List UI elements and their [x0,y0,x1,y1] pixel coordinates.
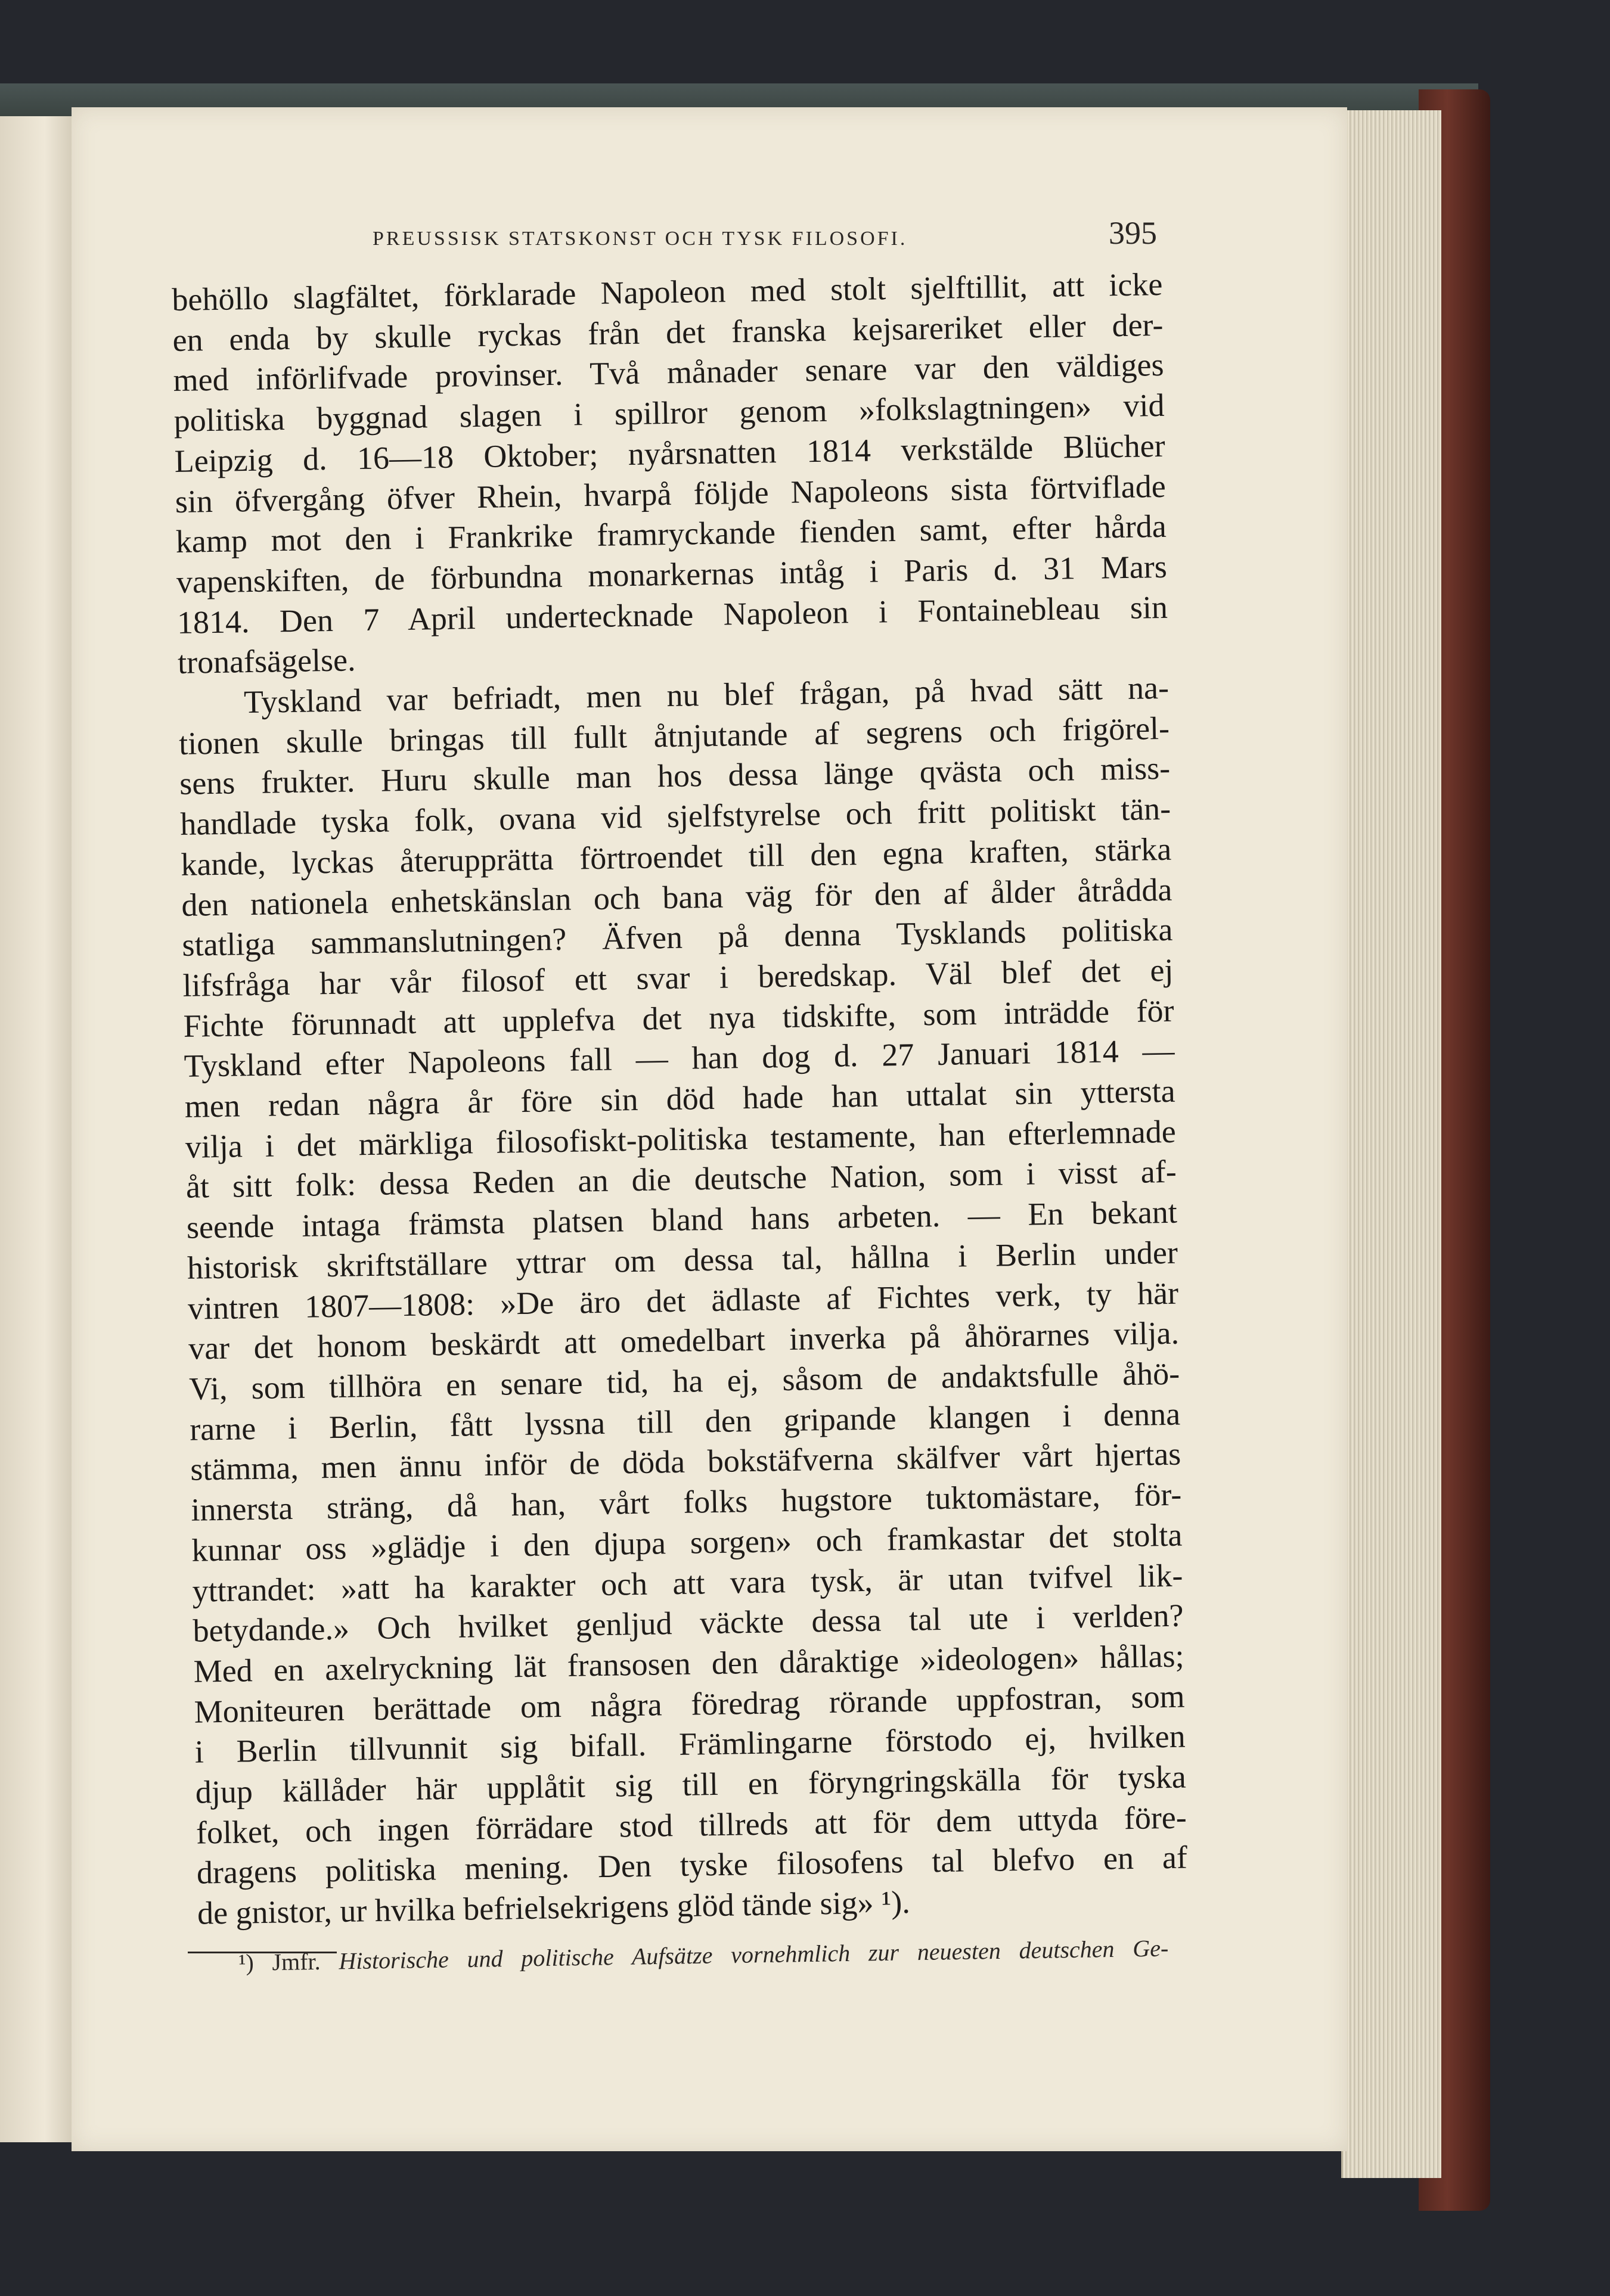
text-line: stämma, men ännu inför de döda bokstäfverna skälfver vårt hjertas [190,1436,1181,1488]
previous-page-edge [0,116,77,2142]
running-title: PREUSSISK STATSKONST OCH TYSK FILOSOFI. [373,228,908,250]
page-edges-stack [1341,110,1441,2178]
text-line: var det honom beskärdt att omedelbart inverka på åhörarnes vilja. [188,1315,1180,1367]
text-line: innersta sträng, då han, vårt folks hugstore tuktomästare, för- [190,1476,1182,1528]
text-line: sin öfvergång öfver Rhein, hvarpå följde Napoleons sista förtviflade [175,468,1167,520]
footnote-text: Historische und politische Aufsätze vornehmlich zur neuesten deutschen Ge- [339,1934,1169,1975]
body-text [172,265,1188,1934]
text-line: de gnistor, ur hvilka befrielsekrigens glöd tände sig» ¹). [197,1884,911,1931]
text-line: folket, och ingen förrädare stod tillreds att för dem uttyda före- [196,1799,1187,1851]
text-line: åt sitt folk: dessa Reden an die deutsche Nation, som i visst af- [185,1154,1177,1206]
text-line: tronafsägelse. [177,642,356,681]
text-line: historisk skriftställare yttrar om dessa tal, hållna i Berlin under [187,1234,1178,1286]
text-line: men redan några år före sin död hade han uttalat sin yttersta [184,1073,1176,1124]
text-line: seende intaga främsta platsen bland hans arbeten. — En bekant [186,1194,1178,1245]
text-line: sens frukter. Huru skulle man hos dessa länge qvästa och miss- [179,750,1171,802]
text-line: kamp mot den i Frankrike framryckande fienden samt, efter hårda [175,508,1167,560]
text-line: lifsfråga har vår filosof ett svar i beredskap. Väl blef det ej [182,952,1174,1003]
text-line: Med en axelryckning lät fransosen den dåraktige »ideologen» hållas; [193,1638,1184,1689]
text-line: vapenskiften, de förbundna monarkernas intåg i Paris d. 31 Mars [176,548,1168,600]
footnote-marker: ¹) Jmfr. [238,1947,321,1976]
text-line: den nationela enhetskänslan och bana väg för den af ålder åtrådda [181,871,1172,923]
text-line: Fichte förunnadt att upplefva det nya tidskifte, som inträdde för [183,992,1174,1044]
text-line: politiska byggnad slagen i spillror genom »folkslagtningen» vid [173,387,1165,439]
text-line: dragens politiska mening. Den tyske filosofens tal blefvo en af [196,1839,1188,1891]
text-line: behöllo slagfältet, förklarade Napoleon med stolt sjelftillit, att icke [172,266,1163,318]
page-number: 395 [1109,215,1157,251]
text-line: 1814. Den 7 April undertecknade Napoleon i Fontainebleau sin [176,589,1168,641]
text-line: vilja i det märkliga filosofiskt-politiska testamente, han efterlemnade [185,1113,1177,1165]
text-line: statliga sammanslutningen? Äfven på denna Tysklands politiska [182,912,1173,964]
text-line: en enda by skulle ryckas från det franska kejsareriket eller der- [172,306,1164,358]
text-line: djup källåder här upplåtit sig till en föryngringskälla för tyska [195,1758,1187,1810]
text-line: tionen skulle bringas till fullt åtnjutande af segrens och frigörel- [178,710,1170,762]
text-line: yttrandet: »att ha karakter och att vara tysk, är utan tvifvel lik- [192,1557,1183,1609]
text-line: i Berlin tillvunnit sig bifall. Främlingarne förstodo ej, hvilken [194,1718,1186,1770]
text-line: kunnar oss »glädje i den djupa sorgen» och framkastar det stolta [191,1517,1183,1568]
text-line: Leipzig d. 16—18 Oktober; nyårsnatten 1814 verkstälde Blücher [174,427,1166,479]
text-line: handlade tyska folk, ovana vid sjelfstyrelse och fritt politiskt tän- [179,790,1171,843]
text-line: kande, lyckas återupprätta förtroendet till den egna kraften, stärka [180,831,1172,883]
text-line: med införlifvade provinser. Två månader senare var den väldiges [173,347,1164,399]
text-line: vintren 1807—1808: »De äro det ädlaste af Fichtes verk, ty här [187,1275,1179,1326]
text-line: betydande.» Och hvilket genljud väckte dessa tal ute i verlden? [193,1597,1184,1649]
paragraph-start-line: Tyskland var befriadt, men nu blef frågan, på hvad sätt na- [243,669,1170,720]
text-line: Tyskland efter Napoleons fall — han dog d. 27 Januari 1814 — [184,1033,1175,1085]
text-line: Moniteuren berättade om några föredrag rörande uppfostran, som [194,1678,1186,1730]
text-line: rarne i Berlin, fått lyssna till den gripande klangen i denna [189,1396,1181,1447]
text-line: Vi, som tillhöra en senare tid, ha ej, såsom de andaktsfulle åhö- [188,1355,1180,1407]
